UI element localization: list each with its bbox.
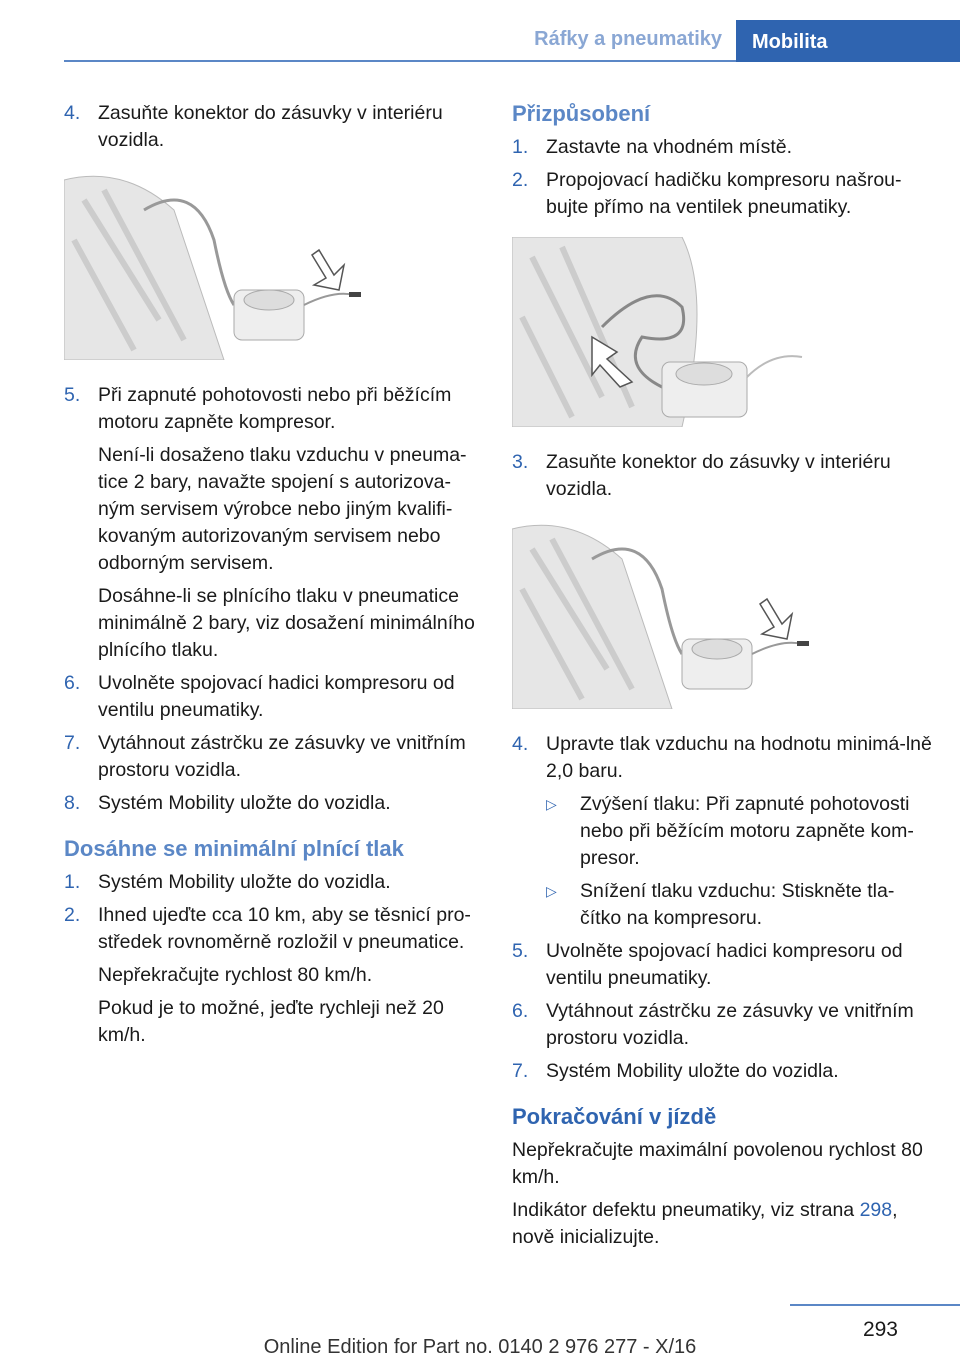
step-text: Upravte tlak vzduchu na hodnotu minimá‐lně 2,0 baru. [546, 733, 932, 782]
valve-hose-illustration [512, 237, 812, 427]
sub-list-item [546, 791, 932, 872]
step-number: 1. [512, 136, 529, 158]
step-text: Systém Mobility uložte do vozidla. [98, 792, 391, 814]
paragraph: Nepřekračujte rychlost 80 km/h. [98, 964, 373, 986]
step-text: Zasuňte konektor do zásuvky v interiéru vozidla. [546, 451, 891, 500]
paragraph: Není-li dosaženo tlaku vzduchu v pneuma‐tice 2 bary, navažte spojení s autorizova‐ným servisem výrobce nebo jiným kvalifi‐kovaným autorizovaným servisem nebo odborným servisem. [98, 444, 467, 574]
step-number: 5. [64, 384, 81, 406]
edition-footer: Online Edition for Part no. 0140 2 976 277 - X/16 [263, 1336, 697, 1358]
step-text: Uvolněte spojovací hadici kompresoru od ventilu pneumatiky. [98, 672, 455, 721]
paragraph-text: , nově inicializujte. [512, 1199, 898, 1248]
step-number: 3. [512, 451, 529, 473]
list-item [512, 938, 932, 992]
paragraph: Pokud je to možné, jeďte rychleji než 20 km/h. [98, 997, 444, 1046]
list-item [64, 902, 484, 956]
step-text: Systém Mobility uložte do vozidla. [98, 871, 391, 893]
step-text: Zastavte na vhodném místě. [546, 136, 793, 158]
section-heading: Dosáhne se minimální plnící tlak [64, 836, 404, 861]
section-heading: Pokračování v jízdě [512, 1104, 717, 1129]
compressor-plug-illustration [64, 170, 364, 360]
step-text: Systém Mobility uložte do vozidla. [546, 1060, 839, 1082]
list-item [64, 790, 484, 817]
list-item [512, 1058, 932, 1085]
list-item [512, 998, 932, 1052]
right-column [512, 100, 932, 1257]
step-number: 5. [512, 940, 529, 962]
step-number: 7. [64, 732, 81, 754]
list-item [64, 100, 484, 154]
step-text: Při zapnuté pohotovosti nebo při běžícím motoru zapněte kompresor. [98, 384, 452, 433]
paragraph [512, 1197, 932, 1251]
list-item [64, 670, 484, 724]
sub-step-text: Snížení tlaku vzduchu: Stiskněte tla‐čítko na kompresoru. [580, 880, 895, 929]
compressor-plug-illustration [512, 519, 812, 709]
step-number: 1. [64, 871, 81, 893]
sub-step-text: Zvýšení tlaku: Při zapnuté pohotovosti nebo při běžícím motoru zapněte kom‐presor. [580, 793, 914, 869]
step-number: 2. [64, 904, 81, 926]
sub-list-item [546, 878, 932, 932]
step-number: 4. [64, 102, 81, 124]
list-item [512, 134, 932, 161]
step-number: 2. [512, 169, 529, 191]
step-text: Zasuňte konektor do zásuvky v interiéru vozidla. [98, 102, 443, 151]
step-number: 6. [512, 1000, 529, 1022]
list-item [512, 731, 932, 785]
chapter-tab: Mobilita [736, 20, 960, 62]
step-text: Ihned ujeďte cca 10 km, aby se těsnicí pro‐středek rovnoměrně rozložil v pneumatice. [98, 904, 471, 953]
page-reference-link[interactable]: 298 [859, 1199, 893, 1221]
step-number: 6. [64, 672, 81, 694]
step-text: Uvolněte spojovací hadici kompresoru od ventilu pneumatiky. [546, 940, 903, 989]
triangle-bullet-icon: ▷ [546, 883, 557, 899]
step-text: Propojovací hadičku kompresoru našrou‐bujte přímo na ventilek pneumatiky. [546, 169, 902, 218]
paragraph-text: Indikátor defektu pneumatiky, viz strana [512, 1199, 860, 1221]
section-heading: Přizpůsobení [512, 101, 651, 126]
list-item [64, 869, 484, 896]
step-number: 7. [512, 1060, 529, 1082]
paragraph: Nepřekračujte maximální povolenou rychlost 80 km/h. [512, 1139, 923, 1188]
paragraph: Dosáhne-li se plnícího tlaku v pneumatice minimálně 2 bary, viz dosažení minimálního plnícího tlaku. [98, 585, 475, 661]
list-item [512, 167, 932, 221]
left-column [64, 100, 484, 1055]
list-item [64, 382, 484, 436]
step-text: Vytáhnout zástrčku ze zásuvky ve vnitřním prostoru vozidla. [546, 1000, 914, 1049]
list-item [512, 449, 932, 503]
triangle-bullet-icon: ▷ [546, 796, 557, 812]
footer-rule [790, 1304, 960, 1306]
page-number: 293 [862, 1318, 898, 1341]
section-title: Ráfky a pneumatiky [534, 28, 722, 50]
step-text: Vytáhnout zástrčku ze zásuvky ve vnitřním prostoru vozidla. [98, 732, 466, 781]
step-number: 4. [512, 733, 529, 755]
list-item [64, 730, 484, 784]
step-number: 8. [64, 792, 81, 814]
